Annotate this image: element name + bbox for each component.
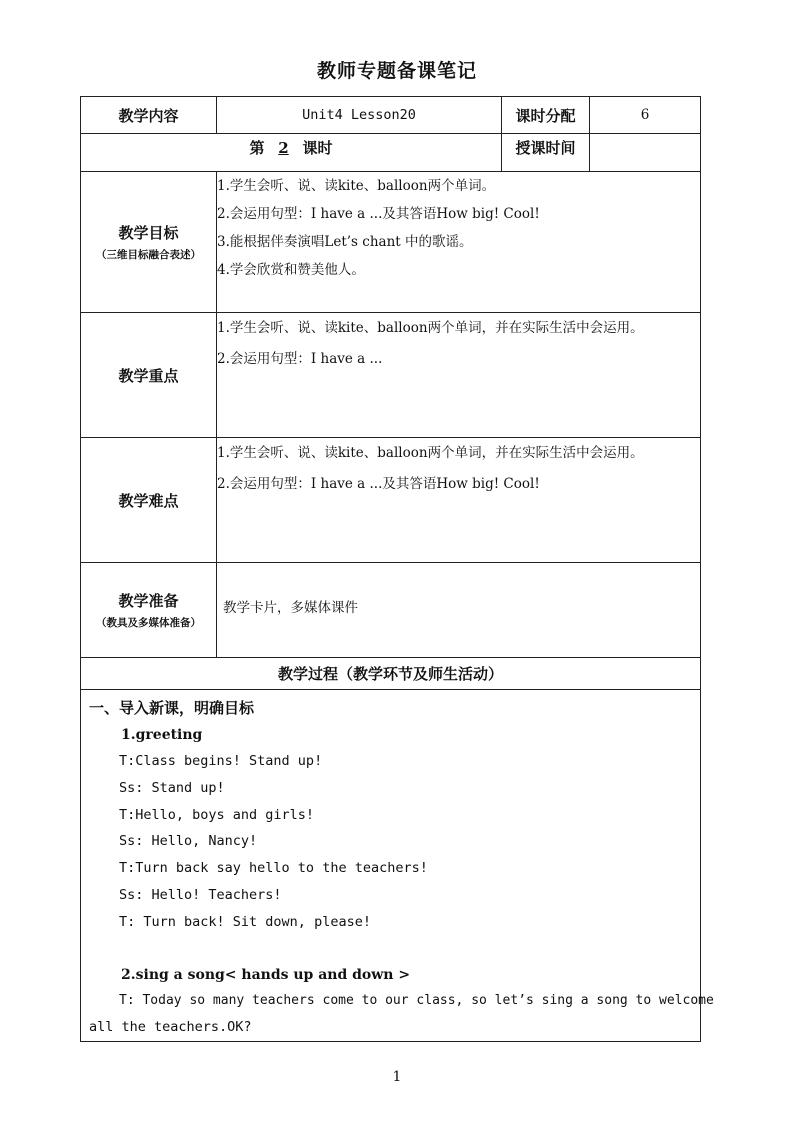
page-title: 教师专题备课笔记 xyxy=(316,60,477,82)
objectives-label: 教学目标 xyxy=(118,224,179,242)
preparation-label: 教学准备 xyxy=(118,592,179,610)
section-title: 一、导入新课，明确目标 xyxy=(89,699,255,717)
key-points-label: 教学重点 xyxy=(81,313,217,438)
dialogue-line: T: Today so many teachers come to our class, so let’s sing a song to welcome xyxy=(119,992,714,1008)
key-point-item: 2.会运用句型：I have a ... xyxy=(217,351,383,367)
difficulties-row xyxy=(81,438,701,563)
objective-item: 1.学生会听、说、读kite、balloon两个单词。 xyxy=(217,178,496,194)
step-title: 2.sing a song< hands up and down > xyxy=(121,966,411,983)
period-number: 2 xyxy=(278,139,289,157)
teach-time-value xyxy=(590,134,701,172)
objective-item: 3.能根据伴奏演唱Let’s chant 中的歌谣。 xyxy=(217,234,473,250)
content-row xyxy=(81,97,701,134)
difficulty-item: 2.会运用句型：I have a ...及其答语How big! Cool! xyxy=(217,476,540,492)
objectives-list xyxy=(217,172,701,313)
dialogue-line: Ss: Hello! Teachers! xyxy=(119,886,282,903)
dialogue-line: Ss: Hello, Nancy! xyxy=(119,833,258,850)
difficulties-label: 教学难点 xyxy=(81,438,217,563)
period-cell xyxy=(81,134,502,172)
process-header-row xyxy=(81,658,701,690)
process-body-row xyxy=(81,690,701,1042)
preparation-sublabel: （教具及多媒体准备） xyxy=(96,617,201,629)
content-label: 教学内容 xyxy=(81,97,217,134)
objective-item: 4.学会欣赏和赞美他人。 xyxy=(217,262,365,278)
dialogue-line: Ss: Stand up! xyxy=(119,779,225,796)
blank-line xyxy=(89,936,694,962)
dialogue-line: T:Class begins! Stand up! xyxy=(119,753,323,769)
period-row xyxy=(81,134,701,172)
content-value: Unit4 Lesson20 xyxy=(217,97,502,134)
preparation-row xyxy=(81,563,701,658)
hours-label: 课时分配 xyxy=(502,97,590,134)
preparation-value: 教学卡片，多媒体课件 xyxy=(217,563,701,658)
page-number: 1 xyxy=(392,1069,402,1085)
preparation-label-cell xyxy=(81,563,217,658)
step-title: 1.greeting xyxy=(121,727,203,743)
key-points-row xyxy=(81,313,701,438)
process-body xyxy=(81,690,714,1042)
dialogue-line: T:Turn back say hello to the teachers! xyxy=(119,860,428,877)
key-points-list xyxy=(217,313,701,438)
period-suffix: 课时 xyxy=(302,139,333,157)
dialogue-line: T: Turn back! Sit down, please! xyxy=(119,913,371,930)
difficulties-list xyxy=(217,438,701,563)
objective-item: 2.会运用句型：I have a ...及其答语How big! Cool! xyxy=(217,206,540,222)
lesson-plan-table xyxy=(80,96,714,1042)
process-header: 教学过程（教学环节及师生活动） xyxy=(81,658,701,690)
period-prefix: 第 xyxy=(249,139,265,157)
teach-time-label: 授课时间 xyxy=(502,134,590,172)
key-point-item: 1.学生会听、说、读kite、balloon两个单词，并在实际生活中会运用。 xyxy=(217,320,644,336)
dialogue-line: T:Hello, boys and girls! xyxy=(119,806,315,823)
difficulty-item: 1.学生会听、说、读kite、balloon两个单词，并在实际生活中会运用。 xyxy=(217,445,644,461)
objectives-row xyxy=(81,172,701,313)
hours-value: 6 xyxy=(590,97,701,134)
objectives-sublabel: （三维目标融合表述） xyxy=(96,249,201,261)
objectives-label-cell xyxy=(81,172,217,313)
dialogue-line-continued: all the teachers.OK? xyxy=(89,1019,252,1036)
